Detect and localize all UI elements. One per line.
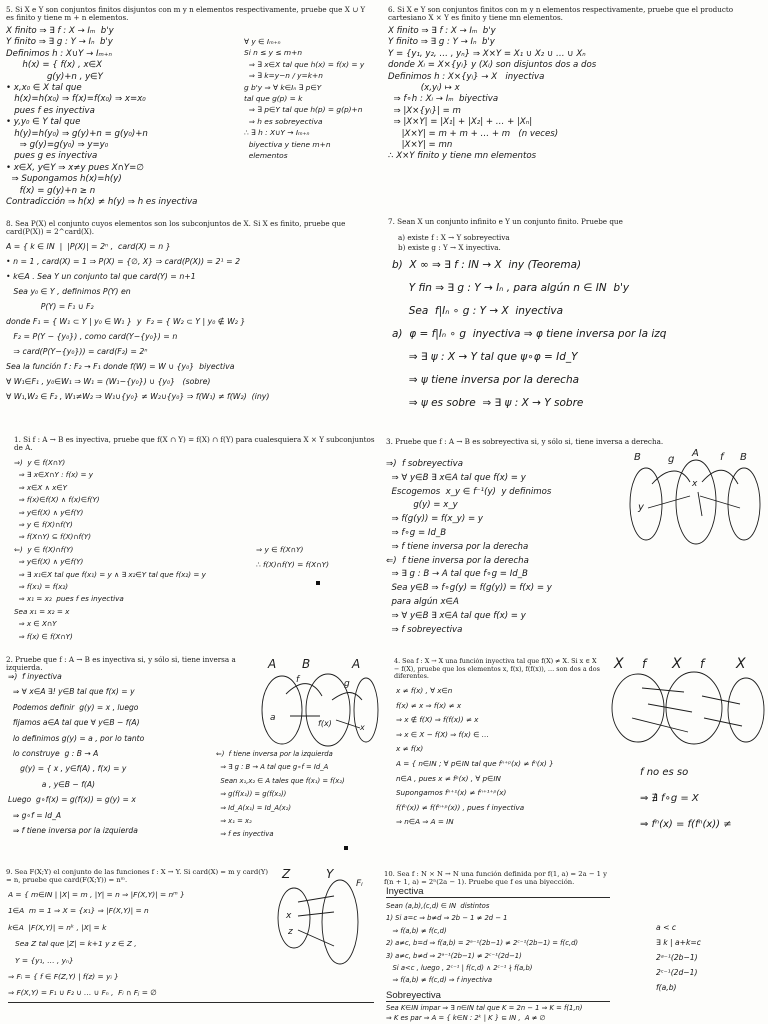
handwritten-line: ⇐) f tiene inversa por la derecha: [386, 555, 529, 566]
handwritten-line: Definimos h : X∪Y → Iₘ₊ₙ: [6, 48, 112, 59]
handwritten-line: f(x) ≠ x ⇒ f(x) ≠ x: [396, 700, 462, 710]
handwritten-line: • n = 1 , card(X) = 1 ⇒ P(X) = {∅, X} ⇒ card(P(X)) = 2¹ = 2: [6, 257, 241, 266]
handwritten-line: a < c: [656, 923, 677, 932]
handwritten-line: ⇒ ∃ g : B → A tal que f∘g = Id_B: [386, 569, 528, 580]
problem-8-statement: 8. Sea P(X) el conjunto cuyos elementos son los subconjuntos de X. Si X es finito, pruebe que card(P(X)) = 2^card(X).: [6, 220, 346, 237]
handwritten-line: Sea y∈B ⇒ f∘g(y) = f(g(y)) = f(x) = y: [386, 583, 552, 594]
handwritten-line: ∀ W₁,W₂ ∈ F₂ , W₁≠W₂ ⇒ W₁∪{y₀} ≠ W₂∪{y₀} ⇒ f(W₁) ≠ f(W₂) (iny): [6, 392, 270, 401]
diagram-label-a: a: [270, 713, 276, 723]
problem-10-statement: 10. Sea f : N × N → N una función definida por f(1, a) = 2a − 1 y f(n + 1, a) = 2ⁿ(2a − 1). Pruebe que f es una biyección.: [384, 870, 607, 887]
diagram-label-B-right: B: [740, 452, 747, 463]
handwritten-line: Si a<c , luego , 2ᶜ⁻¹ | f(c,d) ∧ 2ᶜ⁻¹ ∤ f(a,b): [386, 964, 533, 973]
handwritten-line: g b'y ⇒ ∀ k∈Iₙ ∃ p∈Y: [244, 82, 322, 92]
diagram-label-X-3: X: [736, 656, 746, 672]
handwritten-line: ⇒ ∃ x∈X tal que h(x) = f(x) = y: [244, 59, 365, 69]
qed-mark-1: [316, 581, 320, 585]
handwritten-line: ⇒ f(x)∈f(X) ∧ f(x)∈f(Y): [14, 495, 100, 505]
handwritten-line: ∀ W₁∈F₁ , y₀∈W₁ ⇒ W₁ = (W₁−{y₀}) ∪ {y₀} (sobre): [6, 377, 211, 386]
handwritten-line: n∈A , pues x ≠ fᵖ(x) , ∀ p∈IN: [396, 773, 501, 783]
bottom-divider: [8, 1002, 374, 1003]
qed-mark-2: [344, 846, 348, 850]
handwritten-line: lo construye g : B → A: [8, 749, 99, 759]
handwritten-line: ∃ k | a+k=c: [656, 938, 701, 947]
problem-9-statement: 9. Sea F(X;Y) el conjunto de las funciones f : X → Y. Si card(X) = m y card(Y) = n, pruebe que card(F(X;Y)) = nᵐ.: [6, 868, 268, 885]
handwritten-line: ⇒ ∃ g : B → A tal que g∘f = Id_A: [216, 763, 329, 772]
handwritten-line: ⇒ fⁿ(x) = f(fⁿ(x)) ≠: [640, 819, 732, 830]
handwritten-line: ⇒ f tiene inversa por la izquierda: [8, 826, 138, 836]
handwritten-line: ∴ X×Y finito y tiene mn elementos: [388, 151, 537, 162]
handwritten-line: Y fin ⇒ ∃ g : Y → Iₙ , para algún n ∈ IN b'y: [392, 282, 630, 294]
handwritten-line: Sea Z tal que |Z| = k+1 y z ∈ Z ,: [8, 939, 137, 949]
handwritten-line: • x,x₀ ∈ X tal que: [6, 83, 82, 94]
handwritten-line: ⇒ f es inyectiva: [216, 830, 274, 839]
diagram-label-A: A: [692, 448, 699, 459]
handwritten-line: |X×Y| = mn: [388, 140, 453, 151]
problem-10-injective-proof: [386, 900, 646, 990]
handwritten-line: 1) Si a=c ⇒ b≠d ⇒ 2b − 1 ≠ 2d − 1: [386, 914, 508, 923]
problem-2-statement: 2. Pruebe que f : A → B es inyectiva si, y sólo si, tiene inversa a izquierda.: [6, 656, 236, 673]
handwritten-line: ⇒ ∀ x∈A ∃! y∈B tal que f(x) = y: [8, 687, 135, 697]
handwritten-line: ⇒ f(x₁) = f(x₂): [14, 582, 69, 592]
problem-5-proof-right: [244, 36, 380, 216]
handwritten-line: ⇒ x ∉ f(X) ⇒ f(f(x)) ≠ x: [396, 715, 479, 725]
handwritten-line: Y finito ⇒ ∃ g : Y → Iₙ b'y: [6, 37, 113, 48]
diagram-label-A-left: A: [268, 657, 277, 671]
handwritten-line: f no es so: [640, 767, 689, 778]
diagram-label-z: z: [288, 927, 293, 937]
problem-7-proof: [392, 254, 764, 426]
handwritten-line: ⇒ ∀ y∈B ∃ x∈A tal que f(x) = y: [386, 472, 526, 483]
handwritten-line: Sea K∈IN impar ⇒ ∃ n∈IN tal que K = 2n − 1 ⇒ K = f(1,n): [386, 1004, 583, 1012]
handwritten-line: fijamos a∈A tal que ∀ y∈B − f(A): [8, 718, 140, 728]
handwritten-line: X finito ⇒ ∃ f : X → Iₘ b'y: [388, 26, 496, 36]
handwritten-line: Supongamos fⁿ⁺¹(x) ≠ fⁿ⁺¹⁺ᵖ(x): [396, 788, 507, 798]
handwritten-line: ⇒ g∘f = Id_A: [8, 810, 62, 820]
handwritten-line: ⇒ ∃ x₁∈X tal que f(x₁) = y ∧ ∃ x₂∈Y tal que f(x₂) = y: [14, 569, 206, 579]
handwritten-line: ⇒ f(a,b) ≠ f(c,d): [386, 926, 447, 935]
handwritten-line: ⇒ Id_A(x₁) = Id_A(x₂): [216, 803, 292, 812]
diagram-label-Fi: Fᵢ: [356, 879, 363, 889]
handwritten-line: ⇒ h es sobreyectiva: [244, 116, 323, 126]
handwritten-line: ⇒ F(X,Y) = F₁ ∪ F₂ ∪ … ∪ Fₙ , Fᵢ ∩ Fⱼ = ∅: [8, 988, 157, 998]
handwritten-line: ⇒ Supongamos h(x)=h(y): [6, 174, 122, 185]
handwritten-line: ⇒ ∃ p∈Y tal que h(p) = g(p)+n: [244, 105, 363, 115]
diagram-label-Z: Z: [282, 867, 291, 881]
diagram-label-fx: f(x): [318, 719, 332, 728]
handwritten-line: ⇒ f(a,b) ≠ f(c,d) ⇒ f inyectiva: [386, 976, 493, 985]
problem-3-diagram: [628, 446, 762, 546]
handwritten-line: g(y) = x_y: [386, 500, 458, 511]
handwritten-line: ⇒) y ∈ f(X∩Y): [14, 458, 66, 467]
handwritten-line: x ≠ f(x) , ∀ x∈n: [396, 686, 453, 695]
handwritten-line: x ≠ f(x): [396, 744, 424, 754]
handwritten-line: elementos: [244, 151, 288, 161]
diagram-label-x: x: [360, 723, 365, 732]
handwritten-line: ⇒ x ∈ X∩Y: [14, 619, 57, 629]
handwritten-line: f(fⁿ(x)) ≠ f(fⁿ⁺ᵖ(x)) , pues f inyectiva: [396, 802, 525, 812]
handwritten-line: ⇐) y ∈ f(X)∩f(Y): [14, 544, 74, 554]
handwritten-line: para algún x∈A: [386, 596, 459, 607]
handwritten-line: ⇒ g(f(x₁)) = g(f(x₂)): [216, 790, 287, 799]
handwritten-line: • k∈A . Sea Y un conjunto tal que card(Y) = n+1: [6, 272, 196, 281]
problem-7-part-a: a) existe f : X → Y sobreyectiva: [398, 234, 510, 242]
problem-2-converse: [216, 748, 380, 846]
handwritten-line: 1∈A m = 1 ⇒ X = {x₁} ⇒ |F(X,Y)| = n: [8, 906, 149, 916]
handwritten-line: Podemos definir g(y) = x , luego: [8, 702, 139, 712]
handwritten-line: ⇒ x ∈ X − f(X) ⇒ f(x) ∈ …: [396, 729, 489, 739]
handwritten-line: ⇒ x₁ = x₂ pues f es inyectiva: [14, 594, 124, 604]
handwritten-line: a) φ = f|Iₙ ∘ g inyectiva ⇒ φ tiene inversa por la izq: [392, 328, 667, 340]
handwritten-line: ⇒ ∃ k=y−n / y=k+n: [244, 71, 323, 81]
handwritten-line: ⇒ y ∈ f(X)∩f(Y): [14, 520, 73, 530]
handwritten-line: A = { n∈IN ; ∀ p∈IN tal que fⁿ⁺ᵖ(x) ≠ fⁿ(x) }: [396, 758, 554, 768]
problem-6-proof: [388, 26, 764, 212]
handwritten-line: ⇒ n∈A ⇒ A = IN: [396, 817, 454, 827]
diagram-label-f: f: [296, 675, 300, 685]
surjective-heading-underline: [386, 1001, 610, 1002]
problem-4-proof: [396, 684, 632, 856]
handwritten-line: Sea la función f : F₂ → F₁ donde f(W) = W ∪ {y₀} biyectiva: [6, 362, 235, 371]
problem-3-statement: 3. Pruebe que f : A → B es sobreyectiva si, y sólo si, tiene inversa a derecha.: [386, 438, 664, 446]
problem-4-diagram: [608, 652, 766, 748]
handwritten-line: 2ᶜ⁻¹(2d−1): [656, 968, 698, 977]
diagram-label-B-left: B: [634, 452, 641, 463]
diagram-label-B: B: [302, 657, 311, 671]
handwritten-line: Y = {y₁, y₂, … , yₙ} ⇒ X×Y = X₁ ∪ X₂ ∪ … ∪ Xₙ: [388, 48, 586, 59]
handwritten-line: g(y)+n , y∈Y: [6, 71, 103, 82]
problem-10-surjective-proof: [386, 1003, 764, 1024]
problem-3-proof: [386, 458, 634, 648]
handwritten-line: 2) a≠c, b=d ⇒ f(a,b) = 2ᵃ⁻¹(2b−1) ≠ 2ᶜ⁻¹(2b−1) = f(c,d): [386, 939, 579, 948]
handwritten-line: X finito ⇒ ∃ f : X → Iₘ b'y: [6, 26, 114, 36]
diagram-label-f: f: [720, 452, 724, 463]
handwritten-line: ⇒) f sobreyectiva: [386, 459, 463, 469]
problem-1-statement: 1. Si f : A → B es inyectiva, pruebe que f(X ∩ Y) = f(X) ∩ f(Y) para cualesquiera X × Y subconjuntos de A.: [14, 436, 375, 453]
diagram-label-y: y: [638, 502, 644, 513]
handwritten-line: 2ᵃ⁻¹(2b−1): [656, 953, 698, 962]
handwritten-line: Y = {y₁, … , yₙ}: [8, 955, 74, 965]
handwritten-line: Sean x₁,x₂ ∈ A tales que f(x₁) = f(x₂): [216, 776, 345, 785]
injective-heading-underline: [386, 897, 610, 898]
handwritten-line: ⇒ f(X∩Y) ⊆ f(X)∩f(Y): [14, 532, 92, 542]
handwritten-line: ⇒ ∀ y∈B ∃ x∈A tal que f(x) = y: [386, 610, 526, 621]
surjective-heading: Sobreyectiva: [386, 990, 441, 1001]
diagram-label-f-1: f: [642, 657, 647, 671]
handwritten-line: tal que g(p) = k: [244, 94, 303, 104]
handwritten-line: ⇒ f(g(y)) = f(x_y) = y: [386, 514, 483, 525]
handwritten-line: ⇒ card(P(Y−{y₀})) = card(F₂) = 2ⁿ: [6, 347, 148, 356]
handwritten-line: ⇒ f tiene inversa por la derecha: [386, 541, 529, 552]
handwritten-line: ⇒ ψ tiene inversa por la derecha: [392, 374, 580, 386]
handwritten-line: ⇒ y ∈ f(X∩Y): [256, 545, 304, 554]
diagram-label-A-right: A: [352, 657, 361, 671]
diagram-label-X-1: X: [614, 656, 624, 672]
handwritten-line: ∴ ∃ h : X∪Y → Iₘ₊ₙ: [244, 128, 310, 138]
handwritten-line: P(Y) = F₁ ∪ F₂: [6, 302, 94, 311]
diagram-label-x: x: [286, 911, 292, 921]
problem-10-side-notes: [656, 920, 764, 1000]
handwritten-line: ⇒ g(y)=g(y₀) ⇒ y=y₀: [6, 140, 109, 151]
handwritten-line: a , y∈B − f(A): [8, 779, 95, 789]
handwritten-line: h(x)=h(x₀) ⇒ f(x)=f(x₀) ⇒ x=x₀: [6, 94, 146, 105]
problem-7-part-b: b) existe g : Y → X inyectiva.: [398, 244, 501, 252]
handwritten-line: h(x) = { f(x) , x∈X: [6, 60, 102, 71]
handwritten-line: ⇐) f tiene inversa por la izquierda: [216, 750, 333, 758]
handwritten-line: • x∈X, y∈Y ⇒ x≠y pues X∩Y=∅: [6, 162, 144, 173]
handwritten-line: ⇒ |X×Y| = |X₁| + |X₂| + … + |Xₙ|: [388, 117, 533, 128]
problem-2-diagram: [256, 656, 380, 748]
handwritten-line: Escogemos x_y ∈ f⁻¹(y) y definimos: [386, 486, 552, 497]
handwritten-line: ⇒ y∈f(X) ∧ y∈f(Y): [14, 507, 84, 517]
diagram-label-x: x: [692, 479, 698, 489]
diagram-label-f-2: f: [700, 657, 705, 671]
handwritten-line: ⇒ ψ es sobre ⇒ ∃ ψ : X → Y sobre: [392, 397, 584, 409]
handwritten-line: ∀ y ∈ Iₘ₊ₙ: [244, 37, 281, 46]
handwritten-line: ⇒ ∃ ψ : X → Y tal que ψ∘φ = Id_Y: [392, 351, 578, 363]
handwritten-line: A = { k ∈ IN | |P(X)| = 2ⁿ , card(X) = n }: [6, 242, 171, 251]
problem-1-conclusion: [256, 542, 376, 582]
problem-4-statement: 4. Sea f : X → X una función inyectiva tal que f(X) ≠ X. Si x ∈ X − f(X), pruebe que los elementos x, f(x), f(f(x)), … son dos a dos diferentes.: [394, 658, 600, 681]
handwritten-line: Si n ≤ y ≤ m+n: [244, 48, 303, 58]
handwritten-line: Sea y₀ ∈ Y , definimos P(Y) en: [6, 287, 131, 296]
problem-4-side-notes: [640, 760, 766, 850]
diagram-label-X-2: X: [672, 656, 682, 672]
handwritten-line: biyectiva y tiene m+n: [244, 139, 331, 149]
handwritten-line: ∴ f(X)∩f(Y) = f(X∩Y): [256, 560, 330, 569]
problem-5-statement: 5. Si X e Y son conjuntos finitos disjuntos con m y n elementos respectivamente, pruebe que X ∪ Y es finito y tiene m + n elementos.: [6, 6, 366, 23]
handwritten-line: ⇒ f sobreyectiva: [386, 624, 463, 635]
handwritten-line: Y finito ⇒ ∃ g : Y → Iₙ b'y: [388, 37, 495, 48]
handwritten-line: b) X ∞ ⇒ ∃ f : IN → X iny (Teorema): [392, 259, 582, 271]
handwritten-line: h(y)=h(y₀) ⇒ g(y)+n = g(y₀)+n: [6, 128, 148, 139]
problem-7-statement: 7. Sean X un conjunto infinito e Y un conjunto finito. Pruebe que: [388, 218, 623, 226]
diagram-label-g: g: [668, 454, 675, 465]
handwritten-line: ⇒ f(x) ∈ f(X∩Y): [14, 631, 73, 641]
handwritten-line: (x,yᵢ) ↦ x: [388, 83, 460, 94]
handwritten-line: ⇒ x₁ = x₂: [216, 817, 252, 826]
handwritten-line: F₂ = P(Y − {y₀}) , como card(Y−{y₀}) = n: [6, 332, 178, 341]
handwritten-line: A = { m∈IN | |X| = m , |Y| = n ⇒ |F(X,Y)| = nᵐ }: [8, 890, 185, 899]
handwritten-line: Sea f|Iₙ ∘ g : Y → X inyectiva: [392, 305, 564, 317]
problem-8-proof: [6, 239, 384, 425]
handwritten-line: ⇒ ∄ f∘g = X: [640, 793, 699, 804]
handwritten-line: donde Xᵢ = X×{yᵢ} y (Xᵢ) son disjuntos dos a dos: [388, 60, 597, 71]
handwritten-line: ⇒ f∘g = Id_B: [386, 527, 447, 538]
problem-1-proof: [14, 457, 264, 647]
diagram-label-Y: Y: [326, 867, 334, 881]
handwritten-line: f(a,b): [656, 983, 677, 992]
handwritten-line: • y,y₀ ∈ Y tal que: [6, 117, 81, 128]
handwritten-line: ⇒ ∃ x∈X∩Y : f(x) = y: [14, 470, 94, 480]
handwritten-line: ⇒ y∈f(X) ∧ y∈f(Y): [14, 557, 84, 567]
problem-5-proof-left: [6, 26, 244, 218]
handwritten-line: Luego g∘f(x) = g(f(x)) = g(y) = x: [8, 795, 136, 805]
problem-6-statement: 6. Si X e Y son conjuntos finitos con m y n elementos respectivamente, pruebe que el producto cartesiano X × Y es finito y tiene mn elementos.: [388, 6, 734, 23]
handwritten-line: pues f es inyectiva: [6, 105, 95, 116]
handwritten-line: ⇒ f∘h : Xᵢ → Iₘ biyectiva: [388, 94, 499, 105]
handwritten-line: ⇒ Fᵢ = { f ∈ F(Z,Y) | f(z) = yᵢ }: [8, 972, 119, 982]
handwritten-line: ⇒ x∈X ∧ x∈Y: [14, 482, 68, 492]
handwritten-line: 3) a≠c, b≠d ⇒ 2ᵃ⁻¹(2b−1) ≠ 2ᶜ⁻¹(2d−1): [386, 951, 522, 960]
handwritten-line: f(x) = g(y)+n ≥ n: [6, 185, 96, 196]
problem-9-diagram: [270, 866, 374, 986]
handwritten-line: pues g es inyectiva: [6, 151, 98, 162]
handwritten-line: donde F₁ = { W₁ ⊂ Y | y₀ ∈ W₁ } y F₂ = { W₂ ⊂ Y | y₀ ∉ W₂ }: [6, 317, 246, 326]
handwritten-line: ⇒) f inyectiva: [8, 672, 62, 681]
handwritten-line: Sean (a,b),(c,d) ∈ IN distintos: [386, 902, 490, 910]
handwritten-line: |X×Y| = m + m + … + m (n veces): [388, 128, 559, 139]
handwritten-line: ⇒ |X×{yᵢ}| = m: [388, 105, 461, 116]
handwritten-line: k∈A |F(X,Y)| = nᵏ , |X| = k: [8, 922, 107, 932]
handwritten-line: lo definimos g(y) = a , por lo tanto: [8, 733, 145, 743]
diagram-label-g: g: [344, 679, 350, 689]
handwritten-line: g(y) = { x , y∈f(A) , f(x) = y: [8, 764, 127, 774]
handwritten-line: Contradicción ⇒ h(x) ≠ h(y) ⇒ h es inyectiva: [6, 197, 198, 208]
handwritten-line: ⇒ K es par ⇒ A = { k∈N : 2ᵏ | K } ⊆ IN , A ≠ ∅: [386, 1014, 546, 1022]
handwritten-line: Sea x₁ = x₂ = x: [14, 606, 70, 616]
handwritten-line: Definimos h : X×{yᵢ} → X inyectiva: [388, 71, 545, 82]
injective-heading: Inyectiva: [386, 886, 424, 897]
